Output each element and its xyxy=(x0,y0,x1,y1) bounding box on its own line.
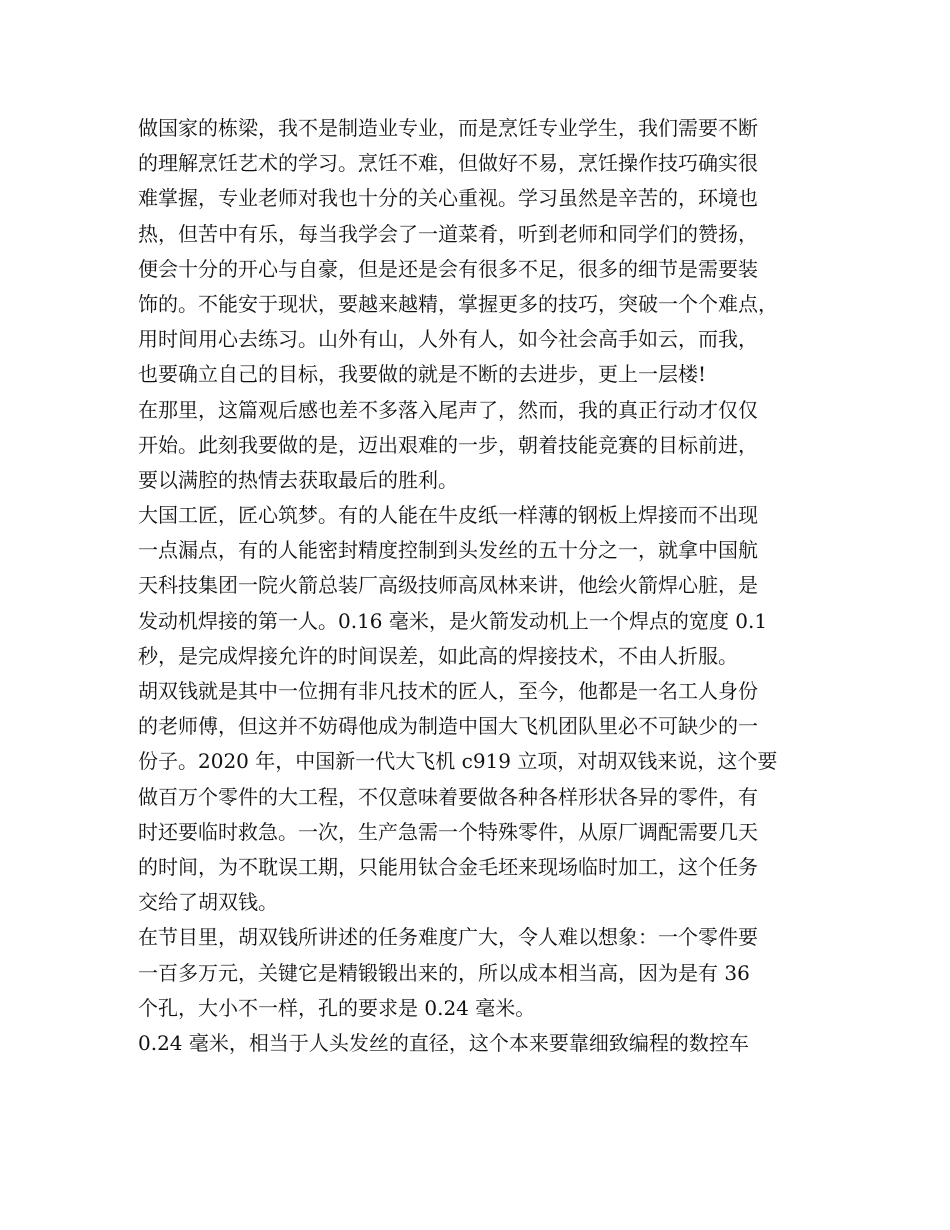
text-line: 一点漏点，有的人能密封精度控制到头发丝的五十分之一，就拿中国航 xyxy=(138,538,758,563)
text-line: 在那里，这篇观后感也差不多落入尾声了，然而，我的真正行动才仅仅 xyxy=(138,397,758,422)
paragraph-3 xyxy=(138,498,828,674)
paragraph-4 xyxy=(138,674,828,920)
text-line: 发动机焊接的第一人。0.16 毫米，是火箭发动机上一个焊点的宽度 0.1 xyxy=(138,608,768,633)
paragraph-6 xyxy=(138,1026,828,1061)
text-line: 的老师傅，但这并不妨碍他成为制造中国大飞机团队里必不可缺少的一 xyxy=(138,714,758,739)
text-line: 做国家的栋梁，我不是制造业专业，而是烹饪专业学生，我们需要不断 xyxy=(138,116,758,140)
text-line: 也要确立自己的目标，我要做的就是不断的去进步，更上一层楼! xyxy=(138,362,707,387)
text-line: 秒，是完成焊接允许的时间误差，如此高的焊接技术，不由人折服。 xyxy=(138,643,738,668)
text-line: 个孔，大小不一样，孔的要求是 0.24 毫米。 xyxy=(138,995,536,1020)
document-body xyxy=(138,111,828,1061)
text-line: 天科技集团一院火箭总装厂高级技师高凤林来讲，他绘火箭焊心脏，是 xyxy=(138,573,758,598)
text-line: 交给了胡双钱。 xyxy=(138,890,278,915)
paragraph-5 xyxy=(138,920,828,1026)
text-line: 的时间，为不耽误工期，只能用钛合金毛坯来现场临时加工，这个任务 xyxy=(138,854,758,879)
text-line: 要以满腔的热情去获取最后的胜利。 xyxy=(138,467,458,492)
text-line: 热，但苦中有乐，每当我学会了一道菜肴，听到老师和同学们的赞扬， xyxy=(138,221,758,246)
paragraph-1 xyxy=(138,111,828,393)
text-line: 在节目里，胡双钱所讲述的任务难度广大，令人难以想象：一个零件要 xyxy=(138,925,758,950)
text-line: 难掌握，专业老师对我也十分的关心重视。学习虽然是辛苦的，环境也 xyxy=(138,186,758,211)
text-line: 大国工匠，匠心筑梦。有的人能在牛皮纸一样薄的钢板上焊接而不出现 xyxy=(138,503,758,528)
text-line: 时还要临时救急。一次，生产急需一个特殊零件，从原厂调配需要几天 xyxy=(138,819,758,844)
text-line: 的理解烹饪艺术的学习。烹饪不难，但做好不易，烹饪操作技巧确实很 xyxy=(138,151,758,176)
paragraph-2 xyxy=(138,393,828,499)
text-line: 做百万个零件的大工程，不仅意味着要做各种各样形状各异的零件，有 xyxy=(138,784,758,809)
text-line: 饰的。不能安于现状，要越来越精，掌握更多的技巧，突破一个个难点， xyxy=(138,291,778,316)
text-line: 开始。此刻我要做的是，迈出艰难的一步，朝着技能竞赛的目标前进， xyxy=(138,432,758,457)
text-line: 用时间用心去练习。山外有山，人外有人，如今社会高手如云，而我， xyxy=(138,327,758,352)
text-line: 0.24 毫米，相当于人头发丝的直径，这个本来要靠细致编程的数控车 xyxy=(138,1030,749,1055)
text-line: 份子。2020 年，中国新一代大飞机 c919 立项，对胡双钱来说，这个要 xyxy=(138,749,778,774)
text-line: 胡双钱就是其中一位拥有非凡技术的匠人，至今，他都是一名工人身份 xyxy=(138,679,758,703)
text-line: 便会十分的开心与自豪，但是还是会有很多不足，很多的细节是需要装 xyxy=(138,256,758,281)
text-line: 一百多万元，关键它是精锻锻出来的，所以成本相当高，因为是有 36 xyxy=(138,960,750,985)
